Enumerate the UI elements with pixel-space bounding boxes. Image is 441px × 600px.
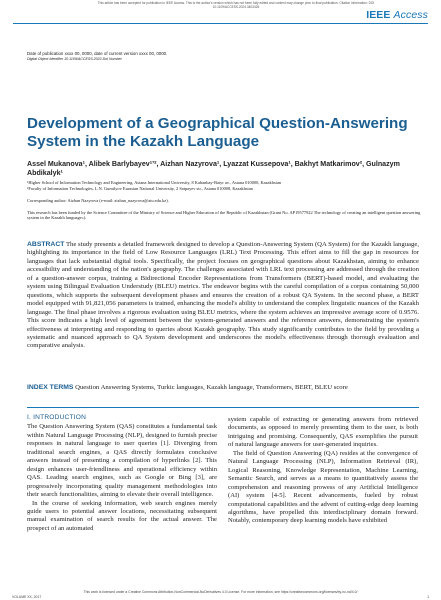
ieee-access-logo [366, 9, 428, 21]
logo-ieee-text: IEEE [366, 9, 391, 21]
footer-license: This work is licensed under a Creative Commons Attribution-NonCommercial-NoDerivatives 4.0 License. For more information, see https://creativecommons.org/licenses/by-nc-nd/4.0/ [83, 590, 358, 594]
intro-paragraph: system capable of extracting or generating answers from retrieved documents, as opposed to merely presenting them to the user, is both intriguing and promising. Consequently, QAS exemplifies the pursuit of natural language answers for user-generated inquiries. [228, 416, 418, 449]
funding-statement: This research has been funded by the Science Committee of the Ministry of Science and Higher Education of the Republic of Kazakhstan (Grant No. AP19577922 The technology of creating an intelligent question answering system in the Kazakh language»). [27, 210, 421, 221]
introduction-heading: I. INTRODUCTION [27, 414, 87, 421]
logo-access-text: Access [393, 9, 428, 21]
intro-paragraph: In the course of seeking information, web search engines merely guide users to potential answer locations, necessitating subsequent manual examination of search results for the actual answer. The prospect of an automated [27, 499, 217, 532]
footer-volume: VOLUME XX, 2017 [12, 595, 42, 599]
right-column [228, 416, 418, 526]
abstract-label: ABSTRACT [27, 241, 65, 248]
left-column [27, 414, 217, 533]
index-terms [27, 384, 419, 392]
publication-dates: Date of publication xxxx 00, 0000, date of current version xxxx 00, 0000. [27, 51, 168, 56]
affiliation-1: ¹Higher School of Information Technology and Engineering, Astana International University, 8 Kabanbay-Batyr av., Astana 010000, Kazakhstan [27, 180, 281, 185]
abstract-text: The study presents a detailed framework designed to develop a Question-Answering System (QA System) for the Kazakh language, highlighting its importance in the field of Low Resource Languages (LRL) Text Processing. This effort aims to fill the gap in resources for languages that lack substantial digital tools. Specifically, the project focuses on geographical questions about Kazakhstan, aiming to enhance accessibility and understanding of the nation's geography. The challenges associated with LRL text processing are addressed through the creation of a question-answer corpus, training a Bidirectional Encoder Representations from Transformers (BERT)-based model, and evaluating the system using Bilingual Evaluation Understudy (BLEU) metrics. The endeavor begins with the careful compilation of a corpus containing 50,000 questions, which supports the subsequent development phases and ensures the creation of a robust QA System. In the second phase, a BERT model equipped with 91,821,056 parameters is trained, enhancing the model's ability to understand the complex linguistic nuances of the Kazakh language. The final phase involves a rigorous evaluation using BLEU metrics, where the system achieves an impressive average score of 0.9576. This score indicates a high level of agreement between the system-generated answers and the reference answers, demonstrating the system's effectiveness at interpreting and responding to queries about Kazakh geography. This study significantly contributes to the field by providing a systematic and nuanced approach to QA System development and underscores the model's effectiveness through thorough evaluation and comparative analysis. [27, 241, 419, 350]
author-list: Assel Mukanova¹, Alibek Barlybayev¹ʼ², Aizhan Nazyrova¹, Lyazzat Kussepova¹, Bakhyt Matkarimov², Gulnazym Abdikalyk¹ [27, 160, 400, 177]
intro-paragraph: The field of Question Answering (QA) resides at the convergence of Natural Language Processing (NLP), Information Retrieval (IR), Logical Reasoning, Knowledge Representation, Machine Learning, Semantic Search, and serves as a means to quantitatively assess the comprehension and reasoning prowess of any Artificial Intelligence (AI) system [4-5]. Recent advancements, fueled by robust computational capabilities and the advent of cutting-edge deep learning algorithms, have propelled this interdisciplinary domain forward. Notably, contemporary deep learning models have exhibited [228, 449, 418, 525]
section-divider [27, 407, 419, 408]
footer-page-number: 1 [427, 595, 429, 599]
index-terms-label: INDEX TERMS [27, 384, 74, 391]
header-rule [13, 23, 428, 24]
affiliation-2: ²Faculty of Information Technologies, L.N. Gumilyov Eurasian National University, 2 Satpayev str., Astana 010008, Kazakhstan [27, 186, 253, 191]
corresponding-author: Corresponding author: Aizhan Nazyrova (e-mail: aizhan_nazyrova@aiu.edu.kz). [27, 198, 169, 203]
intro-paragraph: The Question Answering System (QAS) constitutes a fundamental task within Natural Language Processing (NLP), designed to furnish precise responses in natural language to user queries [1]. Diverging from traditional search engines, a QAS directly formulates conclusive answers instead of presenting a compilation of hyperlinks [2]. This design enhances user-friendliness and operational efficiency within QAS. Leading search engines, such as Google or Bing [3], are progressively incorporating quality management methodologies into their search functionalities, aiming to elevate their overall intelligence. [27, 423, 217, 499]
index-terms-text: Question Answering Systems, Turkic languages, Kazakh language, Transformers, BERT, BLEU score [75, 384, 348, 391]
paper-title: Development of a Geographical Question-Answering System in the Kazakh Language [27, 115, 408, 150]
abstract [27, 241, 419, 351]
doi-line: Digital Object Identifier 10.1109/ACCESS.2022.Doi Number [27, 57, 122, 61]
top-notice: This article has been accepted for publication in IEEE Access. This is the author's version which has not been fully edited and content may change prior to final publication. Citation information: DOI 10.1109/ACCESS.2024.3403426 [97, 1, 375, 9]
